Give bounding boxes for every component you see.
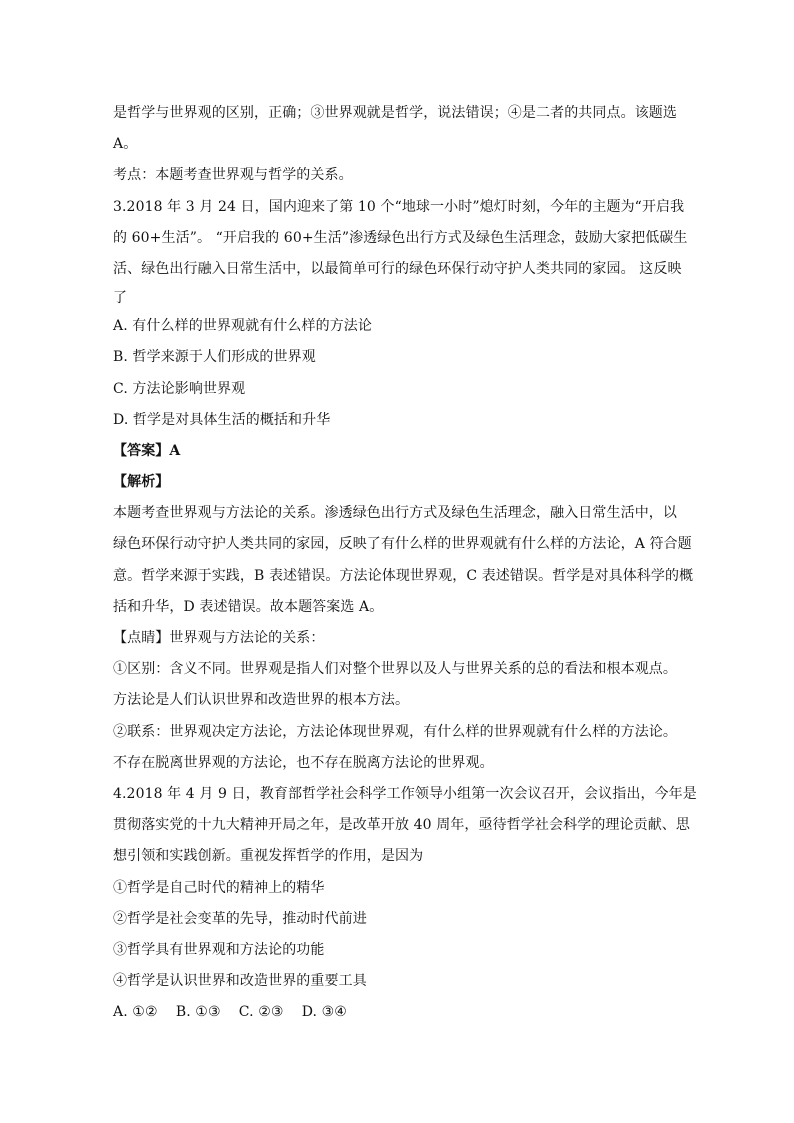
key-point-text: 方法论是人们认识世界和改造世界的根本方法。	[113, 692, 410, 709]
option-d: D. 哲学是对具体生活的概括和升华	[113, 411, 331, 428]
text-line: 考点：本题考查世界观与哲学的关系。	[113, 167, 353, 184]
text-line: A。	[113, 136, 138, 153]
statement-2: ②哲学是社会变革的先导，推动时代前进	[113, 910, 367, 927]
analysis-label: 【解析】	[113, 474, 170, 491]
statement-3: ③哲学具有世界观和方法论的功能	[113, 941, 325, 958]
text-line: 的 60+生活”。 “开启我的 60+生活”渗透绿色出行方式及绿色生活理念，鼓励大家把低碳生	[113, 229, 688, 246]
key-point-text: 不存在脱离世界观的方法论，也不存在脱离方法论的世界观。	[113, 754, 494, 771]
question-3-stem: 3.2018 年 3 月 24 日，国内迎来了第 10 个“地球一小时”熄灯时刻，今年的主题为“开启我	[113, 198, 685, 215]
analysis-text: 意。哲学来源于实践，B 表述错误。方法论体现世界观，C 表述错误。哲学是对具体科学的概	[113, 567, 694, 584]
document-page	[113, 98, 697, 1028]
text-line: 活、绿色出行融入日常生活中，以最简单可行的绿色环保行动守护人类共同的家园。 这反映	[113, 260, 682, 277]
statement-4: ④哲学是认识世界和改造世界的重要工具	[113, 973, 367, 990]
answer-label: 【答案】A	[113, 442, 181, 459]
key-point-text: ①区别：含义不同。世界观是指人们对整个世界以及人与世界关系的总的看法和根本观点。	[113, 661, 677, 678]
answer-options: A. ①② B. ①③ C. ②③ D. ③④	[113, 1004, 347, 1021]
key-point-label: 【点睛】世界观与方法论的关系：	[113, 630, 325, 646]
key-point-text: ②联系：世界观决定方法论，方法论体现世界观，有什么样的世界观就有什么样的方法论。	[113, 723, 677, 740]
text-line: 贯彻落实党的十九大精神开局之年，是改革开放 40 周年，亟待哲学社会科学的理论贡献、思	[113, 817, 691, 834]
text-line: 是哲学与世界观的区别，正确；③世界观就是哲学，说法错误；④是二者的共同点。该题选	[113, 105, 677, 121]
analysis-text: 括和升华，D 表述错误。故本题答案选 A。	[113, 598, 384, 615]
text-line: 想引领和实践创新。重视发挥哲学的作用，是因为	[113, 848, 424, 865]
option-a: A. 有什么样的世界观就有什么样的方法论	[113, 318, 373, 335]
analysis-text: 本题考查世界观与方法论的关系。渗透绿色出行方式及绿色生活理念，融入日常生活中，以	[113, 505, 677, 522]
text-line: 了	[113, 290, 128, 307]
option-c: C. 方法论影响世界观	[113, 380, 246, 397]
question-4-stem: 4.2018 年 4 月 9 日，教育部哲学社会科学工作领导小组第一次会议召开，会议指出，今年是	[113, 785, 697, 802]
option-b: B. 哲学来源于人们形成的世界观	[113, 349, 316, 366]
analysis-text: 绿色环保行动守护人类共同的家园，反映了有什么样的世界观就有什么样的方法论，A 符合题	[113, 536, 692, 553]
statement-1: ①哲学是自己时代的精神上的精华	[113, 879, 325, 896]
